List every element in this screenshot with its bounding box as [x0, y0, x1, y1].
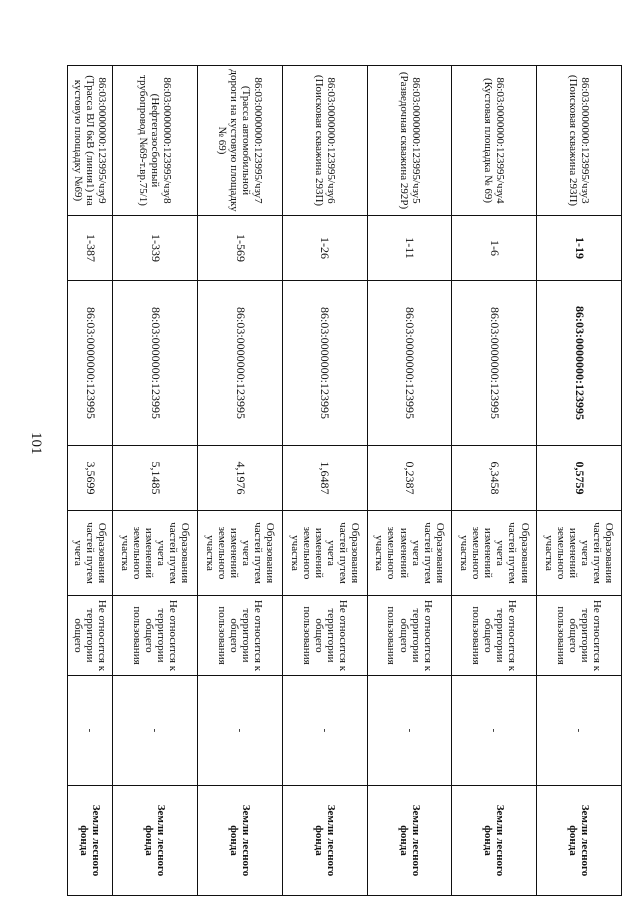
cell-area: 5,1485: [113, 446, 198, 511]
cell-land-category: Земли лесного фонда: [537, 786, 622, 896]
table-row: [537, 66, 622, 896]
cell-designation: 86:03:0000000:123995/чзу4 (Кустовая площадка № 69): [452, 66, 537, 216]
cell-designation: 86:03:0000000:123995/чзу3 (Поисковая скважина 293П): [537, 66, 622, 216]
table-row: [198, 66, 283, 896]
land-parcels-table-rotated: [67, 65, 622, 895]
land-parcels-table: [67, 65, 622, 896]
table-row: [282, 66, 367, 896]
table-body: [68, 66, 622, 896]
cell-area: 3,5699: [68, 446, 113, 511]
cell-land-category: Земли лесного фонда: [68, 786, 113, 896]
page-number: 101: [28, 432, 44, 455]
cell-area: 4,1976: [198, 446, 283, 511]
table-row: [113, 66, 198, 896]
cell-designation: 86:03:0000000:123995/чзу9 (Трасса ВЛ 6кВ (линия1) на кустовую площадку №69): [68, 66, 113, 216]
cell-public-use: Не относится к территории общего: [68, 596, 113, 676]
cell-parent-number: 86:03:0000000:123995: [452, 281, 537, 446]
cell-area: 0,5759: [537, 446, 622, 511]
cell-code: 1-339: [113, 216, 198, 281]
cell-land-category: Земли лесного фонда: [198, 786, 283, 896]
cell-dash: -: [68, 676, 113, 786]
cell-parent-number: 86:03:0000000:123995: [367, 281, 452, 446]
cell-parent-number: 86:03:0000000:123995: [282, 281, 367, 446]
cell-dash: -: [113, 676, 198, 786]
cell-formation: Образования частей путем учета: [68, 511, 113, 596]
cell-land-category: Земли лесного фонда: [367, 786, 452, 896]
cell-code: 1-569: [198, 216, 283, 281]
table-row: [452, 66, 537, 896]
cell-dash: -: [198, 676, 283, 786]
cell-code: 1-19: [537, 216, 622, 281]
cell-public-use: Не относится к территории общего пользования: [113, 596, 198, 676]
cell-formation: Образования частей путем учета изменений земельного участка: [198, 511, 283, 596]
cell-code: 1-11: [367, 216, 452, 281]
cell-public-use: Не относится к территории общего пользования: [452, 596, 537, 676]
cell-dash: -: [367, 676, 452, 786]
cell-public-use: Не относится к территории общего пользования: [367, 596, 452, 676]
cell-code: 1-387: [68, 216, 113, 281]
cell-land-category: Земли лесного фонда: [282, 786, 367, 896]
cell-public-use: Не относится к территории общего пользования: [282, 596, 367, 676]
cell-formation: Образования частей путем учета изменений земельного участка: [113, 511, 198, 596]
cell-parent-number: 86:03:0000000:123995: [198, 281, 283, 446]
cell-designation: 86:03:0000000:123995/чзу7 (Трасса автомобильной дороги на кустовую площадку № 69): [198, 66, 283, 216]
cell-dash: -: [537, 676, 622, 786]
cell-designation: 86:03:0000000:123995/чзу5 (Разведочная скважина 292Р): [367, 66, 452, 216]
cell-land-category: Земли лесного фонда: [113, 786, 198, 896]
cell-code: 1-26: [282, 216, 367, 281]
cell-area: 0,2387: [367, 446, 452, 511]
cell-formation: Образования частей путем учета изменений земельного участка: [367, 511, 452, 596]
cell-public-use: Не относится к территории общего пользования: [198, 596, 283, 676]
cell-dash: -: [452, 676, 537, 786]
cell-land-category: Земли лесного фонда: [452, 786, 537, 896]
cell-formation: Образования частей путем учета изменений земельного участка: [282, 511, 367, 596]
table-row: [367, 66, 452, 896]
cell-parent-number: 86:03:0000000:123995: [113, 281, 198, 446]
table-row: [68, 66, 113, 896]
cell-parent-number: 86:03:0000000:123995: [537, 281, 622, 446]
cell-parent-number: 86:03:0000000:123995: [68, 281, 113, 446]
cell-designation: 86:03:0000000:123995/чзу8 (Нефтегазосборный трубопровод №69-т.вр.75/1): [113, 66, 198, 216]
cell-designation: 86:03:0000000:123995/чзу6 (Поисковая скважина 293П): [282, 66, 367, 216]
cell-formation: Образования частей путем учета изменений земельного участка: [537, 511, 622, 596]
cell-public-use: Не относится к территории общего пользования: [537, 596, 622, 676]
cell-area: 6,3458: [452, 446, 537, 511]
cell-formation: Образования частей путем учета изменений земельного участка: [452, 511, 537, 596]
cell-dash: -: [282, 676, 367, 786]
cell-code: 1-6: [452, 216, 537, 281]
cell-area: 1,6487: [282, 446, 367, 511]
